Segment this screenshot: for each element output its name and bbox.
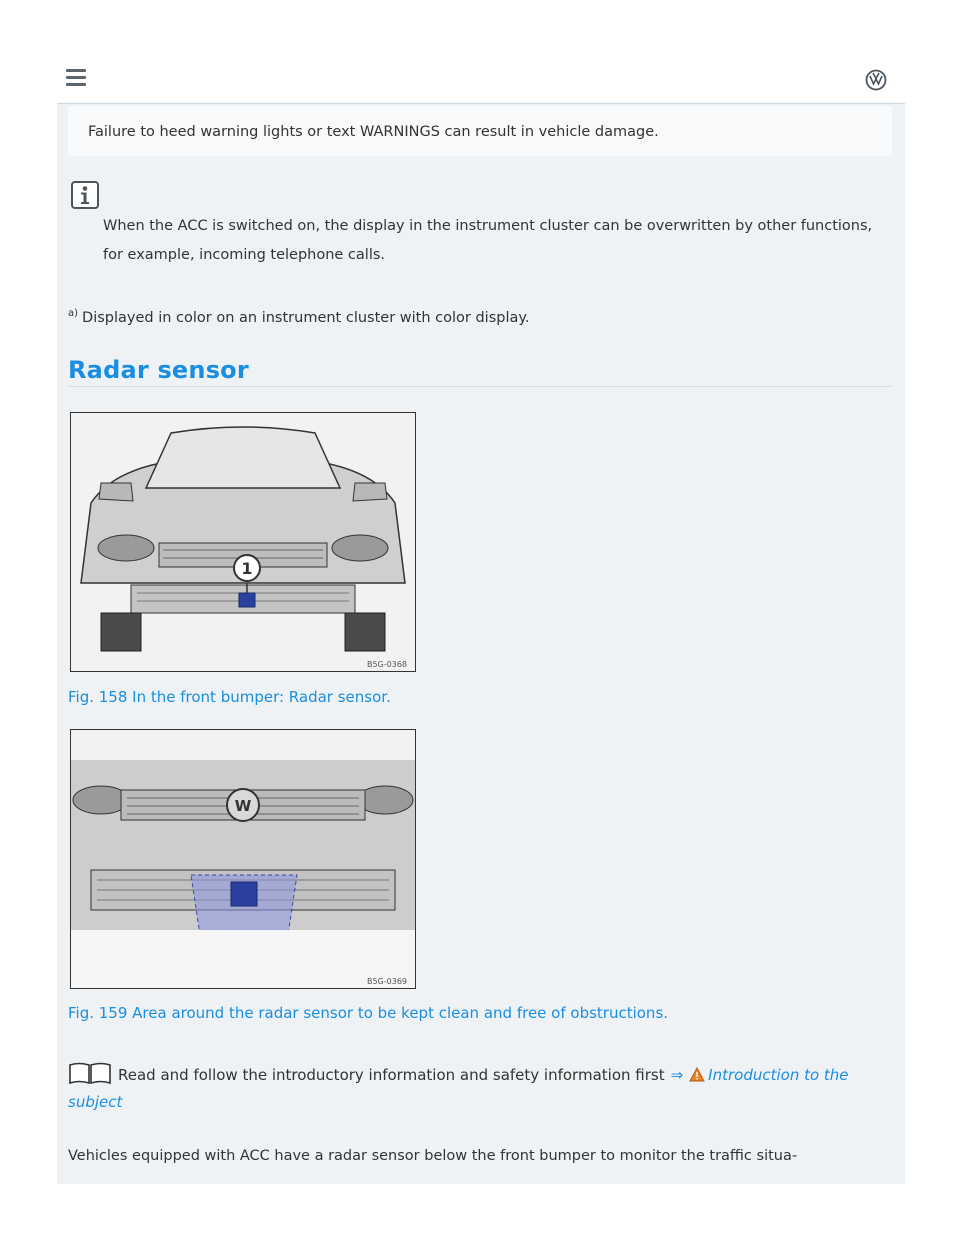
warning-box <box>68 106 892 156</box>
introduction-link[interactable]: Introduction to the subject <box>68 1066 849 1111</box>
reference-arrow: ⇒ <box>670 1066 684 1084</box>
section-title: Radar sensor <box>68 356 249 384</box>
warning-triangle-icon <box>689 1067 705 1082</box>
figure-code: B5G-0368 <box>366 660 407 669</box>
intro-reference <box>68 1062 892 1116</box>
section-divider <box>68 386 892 387</box>
info-icon <box>71 181 99 209</box>
body-text: Vehicles equipped with ACC have a radar sensor below the front bumper to monitor the traffic situa- <box>68 1148 798 1164</box>
figure-158-image <box>70 412 416 672</box>
figure-158-caption: Fig. 158 In the front bumper: Radar sensor. <box>68 688 391 706</box>
info-note-text: When the ACC is switched on, the display in the instrument cluster can be overwritten by other functions, for example, incoming telephone calls. <box>103 218 873 263</box>
intro-text: Read and follow the introductory information and safety information first <box>118 1066 665 1084</box>
top-bar <box>57 55 905 105</box>
vw-logo-icon[interactable] <box>865 69 887 91</box>
footnote-marker: a) <box>68 308 79 319</box>
footnote <box>68 308 530 326</box>
book-icon <box>68 1062 112 1084</box>
warning-text: Failure to heed warning lights or text WARNINGS can result in vehicle damage. <box>88 124 659 140</box>
figure-callout-number: 1 <box>241 559 253 578</box>
figure-159-caption: Fig. 159 Area around the radar sensor to be kept clean and free of obstructions. <box>68 1004 669 1022</box>
figure-159-image <box>70 729 416 989</box>
figure-code: B5G-0369 <box>366 977 407 986</box>
hamburger-menu-icon[interactable] <box>66 69 86 87</box>
manual-content <box>57 104 905 1184</box>
svg-text:W: W <box>234 797 252 815</box>
footnote-text: Displayed in color on an instrument cluster with color display. <box>82 309 530 326</box>
